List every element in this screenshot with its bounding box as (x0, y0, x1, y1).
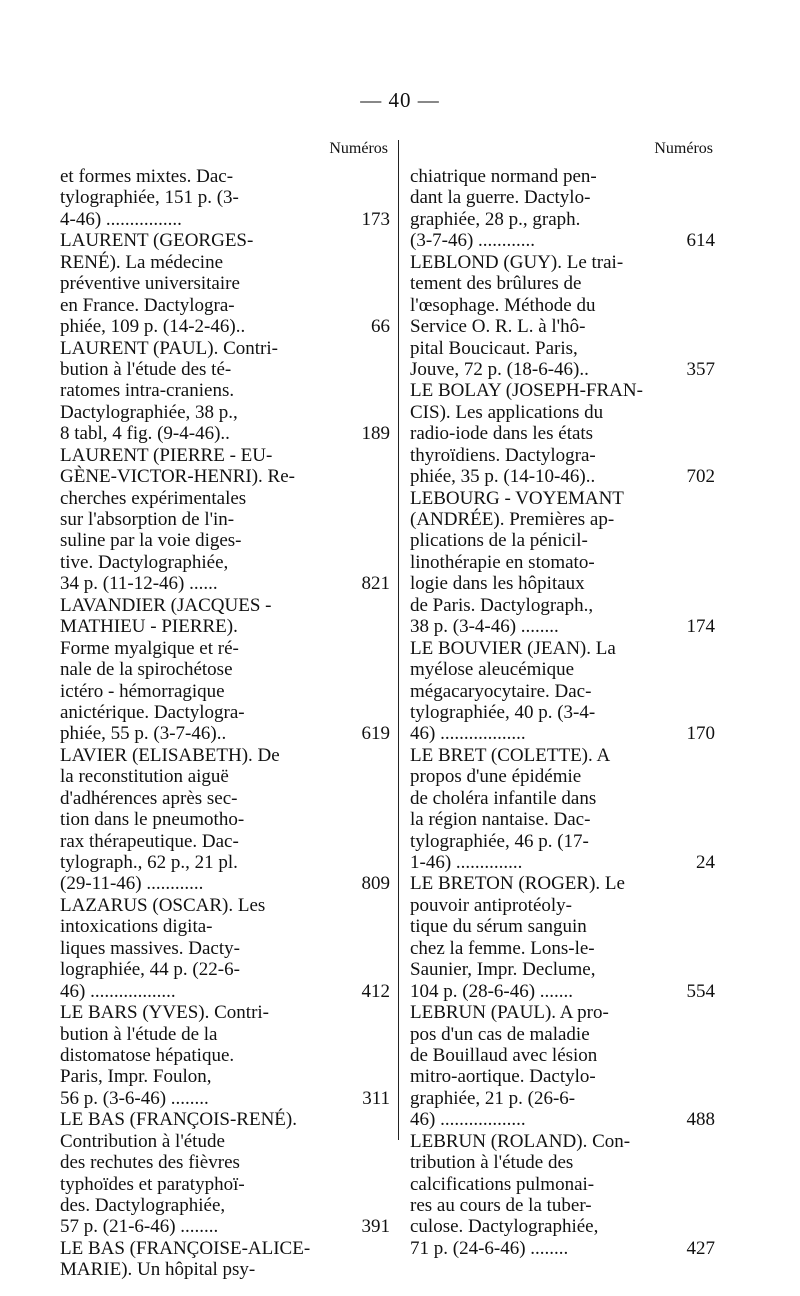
entry-text: sur l'absorption de l'in- (60, 509, 235, 530)
entry-line (60, 595, 390, 616)
entry-line (410, 1131, 715, 1152)
entry-line (60, 1259, 390, 1280)
entry-line (410, 1152, 715, 1173)
entry-number: 702 (686, 466, 715, 488)
entry-line (410, 509, 715, 530)
entry-text: ratomes intra-craniens. (60, 380, 235, 402)
entry-text: de Paris. Dactylograph., (410, 594, 594, 616)
entry-line (60, 252, 390, 273)
entry-text: ictéro - hémorragique (60, 680, 225, 702)
entry-text: tribution à l'étude des (410, 1152, 574, 1174)
entry-line (410, 595, 715, 616)
entry-line (60, 745, 390, 766)
entry-line (60, 230, 390, 251)
entry-line (60, 959, 390, 980)
entry-line (60, 1024, 390, 1045)
entry-line (60, 1088, 390, 1109)
entry-line (410, 1066, 715, 1087)
entry-text: en France. Dactylogra- (60, 294, 235, 316)
entry-text: Dactylographiée, 38 p., (60, 401, 238, 423)
entry-text: graphiée, 21 p. (26-6- (410, 1087, 576, 1109)
entry-text: logie dans les hôpitaux (410, 573, 585, 595)
entry-text: cherches expérimentales (60, 487, 247, 509)
entry-text: plications de la pénicil- (410, 530, 588, 552)
entry-text: LAZARUS (OSCAR). Les (60, 894, 266, 916)
entry-line (60, 380, 390, 401)
entry-line (60, 723, 390, 744)
entry-line (60, 295, 390, 316)
entry-line (60, 187, 390, 208)
entry-text: bution à l'étude de la (60, 1023, 218, 1045)
entry-line (60, 1152, 390, 1173)
entry-text: LE BRET (COLETTE). A (410, 744, 611, 766)
entry-line (60, 1174, 390, 1195)
entry-line (410, 230, 715, 251)
entry-text: LAURENT (GEORGES- (60, 230, 254, 252)
entry-line (60, 916, 390, 937)
entry-text: 8 tabl, 4 fig. (9-4-46).. (60, 423, 230, 445)
entry-text: radio-iode dans les états (410, 423, 594, 445)
entry-line (410, 938, 715, 959)
entry-text: tylographiée, 46 p. (17- (410, 830, 589, 852)
entry-number: 311 (362, 1087, 390, 1109)
entry-line (60, 509, 390, 530)
entry-text: chez la femme. Lons-le- (410, 937, 595, 959)
entry-number: 619 (361, 723, 390, 745)
entry-line (410, 423, 715, 444)
entry-text: tylographiée, 151 p. (3- (60, 187, 239, 209)
entry-text: tique du sérum sanguin (410, 916, 587, 938)
entry-line (60, 895, 390, 916)
entry-line (60, 1002, 390, 1023)
entry-text: 38 p. (3-4-46) ........ (410, 616, 559, 638)
entry-line (60, 488, 390, 509)
entry-line (410, 1024, 715, 1045)
entry-line (60, 831, 390, 852)
entry-line (410, 616, 715, 637)
entry-text: et formes mixtes. Dac- (60, 166, 234, 187)
entry-line (410, 659, 715, 680)
entry-line (410, 981, 715, 1002)
entry-line (60, 659, 390, 680)
entry-text: liques massives. Dacty- (60, 937, 240, 959)
entry-number: 173 (361, 208, 390, 230)
entry-line (410, 166, 715, 187)
entry-line (410, 530, 715, 551)
entry-line (60, 873, 390, 894)
entry-line (410, 187, 715, 208)
entry-text: LE BOUVIER (JEAN). La (410, 637, 616, 659)
entry-number: 488 (686, 1109, 715, 1131)
entry-line (410, 380, 715, 401)
entry-text: des rechutes des fièvres (60, 1152, 240, 1174)
entry-text: bution à l'étude des té- (60, 358, 232, 380)
entry-line (410, 295, 715, 316)
entry-text: LEBOURG - VOYEMANT (410, 487, 624, 509)
entry-text: MARIE). Un hôpital psy- (60, 1259, 256, 1281)
entry-line (410, 638, 715, 659)
entry-text: 1-46) .............. (410, 852, 523, 873)
entry-line (60, 166, 390, 187)
entry-text: 46) .................. (60, 980, 176, 1002)
entry-text: phiée, 35 p. (14-10-46).. (410, 466, 596, 488)
entry-number: 821 (361, 573, 390, 595)
entry-text: mégacaryocytaire. Dac- (410, 680, 592, 702)
entry-text: LE BAS (FRANÇOIS-RENÉ). (60, 1109, 297, 1131)
entry-line (410, 1238, 715, 1259)
entry-text: tylographiée, 40 p. (3-4- (410, 701, 596, 723)
entry-text: pouvoir antiprotéoly- (410, 894, 572, 916)
entry-text: tion dans le pneumotho- (60, 809, 245, 831)
entry-text: 46) .................. (410, 723, 526, 745)
entry-text: LE BRETON (ROGER). Le (410, 873, 625, 895)
entry-text: la reconstitution aiguë (60, 766, 229, 788)
entry-text: nale de la spirochétose (60, 659, 233, 681)
entry-text: distomatose hépatique. (60, 1044, 235, 1066)
entry-line (60, 445, 390, 466)
entry-text: pital Boucicaut. Paris, (410, 337, 578, 359)
entry-line (60, 788, 390, 809)
entry-text: mitro-aortique. Dactylo- (410, 1066, 596, 1088)
entry-text: tylograph., 62 p., 21 pl. (60, 852, 238, 873)
entry-text: GÈNE-VICTOR-HENRI). Re- (60, 466, 295, 488)
entry-line (410, 831, 715, 852)
entry-line (60, 1109, 390, 1130)
entry-lines (60, 166, 390, 1281)
entry-text: culose. Dactylographiée, (410, 1216, 599, 1238)
entry-text: LEBLOND (GUY). Le trai- (410, 251, 624, 273)
entry-text: intoxications digita- (60, 916, 213, 938)
entry-text: LE BAS (FRANÇOISE-ALICE- (60, 1237, 311, 1259)
entry-text: chiatrique normand pen- (410, 166, 597, 187)
entry-text: tive. Dactylographiée, (60, 551, 229, 573)
entry-text: graphiée, 28 p., graph. (410, 208, 581, 230)
entry-text: Service O. R. L. à l'hô- (410, 316, 586, 338)
entry-line (410, 316, 715, 337)
entry-line (60, 638, 390, 659)
entry-line (410, 1045, 715, 1066)
entry-text: LEBRUN (ROLAND). Con- (410, 1130, 631, 1152)
entry-text: LAVIER (ELISABETH). De (60, 744, 280, 766)
entry-line (410, 402, 715, 423)
entry-text: de choléra infantile dans (410, 787, 597, 809)
entry-text: 57 p. (21-6-46) ........ (60, 1216, 219, 1238)
entry-line (60, 573, 390, 594)
entry-line (60, 702, 390, 723)
entry-line (60, 1045, 390, 1066)
entry-number: 174 (686, 616, 715, 638)
entry-text: d'adhérences après sec- (60, 787, 238, 809)
entry-line (410, 745, 715, 766)
entry-line (410, 916, 715, 937)
entry-text: Forme myalgique et ré- (60, 637, 239, 659)
entry-text: des. Dactylographiée, (60, 1195, 226, 1216)
entry-text: LAURENT (PIERRE - EU- (60, 444, 273, 466)
entry-number: 809 (361, 873, 390, 895)
entry-text: phiée, 55 p. (3-7-46).. (60, 723, 227, 745)
entry-line (410, 209, 715, 230)
entry-line (410, 852, 715, 873)
entry-number: 170 (686, 723, 715, 745)
entry-text: propos d'une épidémie (410, 766, 582, 788)
entry-line (410, 895, 715, 916)
entry-text: LAVANDIER (JACQUES - (60, 594, 272, 616)
entry-line (410, 1216, 715, 1237)
entry-line (60, 423, 390, 444)
entry-line (60, 938, 390, 959)
entry-text: Jouve, 72 p. (18-6-46).. (410, 358, 589, 380)
entry-number: 189 (361, 423, 390, 445)
entry-line (410, 959, 715, 980)
entry-text: myélose aleucémique (410, 659, 575, 681)
entry-line (410, 273, 715, 294)
entry-line (60, 1238, 390, 1259)
left-column (60, 140, 390, 1281)
entry-text: 34 p. (11-12-46) ...... (60, 573, 218, 595)
entry-line (410, 809, 715, 830)
entry-text: suline par la voie diges- (60, 530, 242, 552)
entry-number: 614 (686, 230, 715, 252)
entry-line (410, 702, 715, 723)
entry-text: lographiée, 44 p. (22-6- (60, 959, 240, 981)
entry-text: MATHIEU - PIERRE). (60, 616, 238, 638)
entry-line (60, 402, 390, 423)
entry-line (60, 1195, 390, 1216)
entry-text: Contribution à l'étude (60, 1130, 225, 1152)
entry-text: CIS). Les applications du (410, 401, 604, 423)
entry-text: 71 p. (24-6-46) ........ (410, 1237, 569, 1259)
entry-number: 412 (361, 980, 390, 1002)
entry-line (60, 316, 390, 337)
entry-text: tement des brûlures de (410, 273, 582, 295)
entry-line (60, 981, 390, 1002)
entry-text: préventive universitaire (60, 273, 240, 295)
entry-number: 66 (371, 316, 390, 338)
entry-line (410, 1088, 715, 1109)
entry-text: 46) .................. (410, 1109, 526, 1131)
entry-line (410, 252, 715, 273)
entry-text: (3-7-46) ............ (410, 230, 536, 252)
entry-text: calcifications pulmonai- (410, 1173, 595, 1195)
entry-text: LE BOLAY (JOSEPH-FRAN- (410, 380, 643, 402)
entry-text: Paris, Impr. Foulon, (60, 1066, 212, 1088)
entry-line (410, 445, 715, 466)
entry-text: linothérapie en stomato- (410, 551, 595, 573)
entry-line (60, 359, 390, 380)
entry-line (410, 466, 715, 487)
entry-line (60, 809, 390, 830)
entry-text: de Bouillaud avec lésion (410, 1044, 598, 1066)
entry-line (60, 552, 390, 573)
entry-line (60, 616, 390, 637)
entry-text: dant la guerre. Dactylo- (410, 187, 591, 209)
entry-line (60, 1216, 390, 1237)
entry-line (410, 359, 715, 380)
entry-text: res au cours de la tuber- (410, 1195, 592, 1216)
entry-line (410, 681, 715, 702)
entry-text: 56 p. (3-6-46) ........ (60, 1087, 209, 1109)
entry-line (410, 788, 715, 809)
entry-line (60, 1066, 390, 1087)
entry-lines (410, 166, 715, 1259)
entry-line (410, 488, 715, 509)
entry-line (410, 1002, 715, 1023)
entry-text: (ANDRÉE). Premières ap- (410, 509, 615, 530)
entry-line (410, 723, 715, 744)
entry-line (60, 273, 390, 294)
entry-line (410, 552, 715, 573)
entry-text: la région nantaise. Dac- (410, 809, 591, 831)
entry-line (60, 852, 390, 873)
entry-text: rax thérapeutique. Dac- (60, 830, 239, 852)
entry-line (410, 873, 715, 894)
entry-line (410, 1109, 715, 1130)
entry-text: typhoïdes et paratyphoï- (60, 1173, 245, 1195)
entry-text: pos d'un cas de maladie (410, 1023, 590, 1045)
entry-text: phiée, 109 p. (14-2-46).. (60, 316, 246, 338)
entry-line (410, 1195, 715, 1216)
entry-text: LE BARS (YVES). Contri- (60, 1002, 269, 1024)
entry-line (60, 1131, 390, 1152)
entry-text: 104 p. (28-6-46) ....... (410, 980, 574, 1002)
entry-line (410, 338, 715, 359)
entry-line (410, 573, 715, 594)
entry-text: thyroïdiens. Dactylogra- (410, 444, 596, 466)
column-header: Numéros (654, 140, 713, 157)
column-divider (398, 140, 399, 1140)
entry-text: (29-11-46) ............ (60, 873, 204, 895)
entry-line (60, 530, 390, 551)
entry-text: anictérique. Dactylogra- (60, 701, 245, 723)
entry-line (410, 766, 715, 787)
entry-line (60, 466, 390, 487)
entry-text: 4-46) ................ (60, 208, 182, 230)
column-header: Numéros (329, 140, 388, 157)
entry-line (60, 766, 390, 787)
entry-number: 554 (686, 980, 715, 1002)
entry-text: LAURENT (PAUL). Contri- (60, 337, 278, 359)
right-column (410, 140, 715, 1259)
entry-line (60, 338, 390, 359)
entry-text: Saunier, Impr. Declume, (410, 959, 596, 981)
entry-text: l'œsophage. Méthode du (410, 294, 596, 316)
entry-number: 24 (696, 852, 715, 873)
entry-number: 391 (361, 1216, 390, 1238)
entry-line (410, 1174, 715, 1195)
entry-text: RENÉ). La médecine (60, 251, 224, 273)
entry-text: LEBRUN (PAUL). A pro- (410, 1002, 609, 1024)
entry-number: 357 (686, 358, 715, 380)
page-number: — 40 — (360, 88, 440, 112)
entry-line (60, 209, 390, 230)
entry-number: 427 (686, 1237, 715, 1259)
entry-line (60, 681, 390, 702)
